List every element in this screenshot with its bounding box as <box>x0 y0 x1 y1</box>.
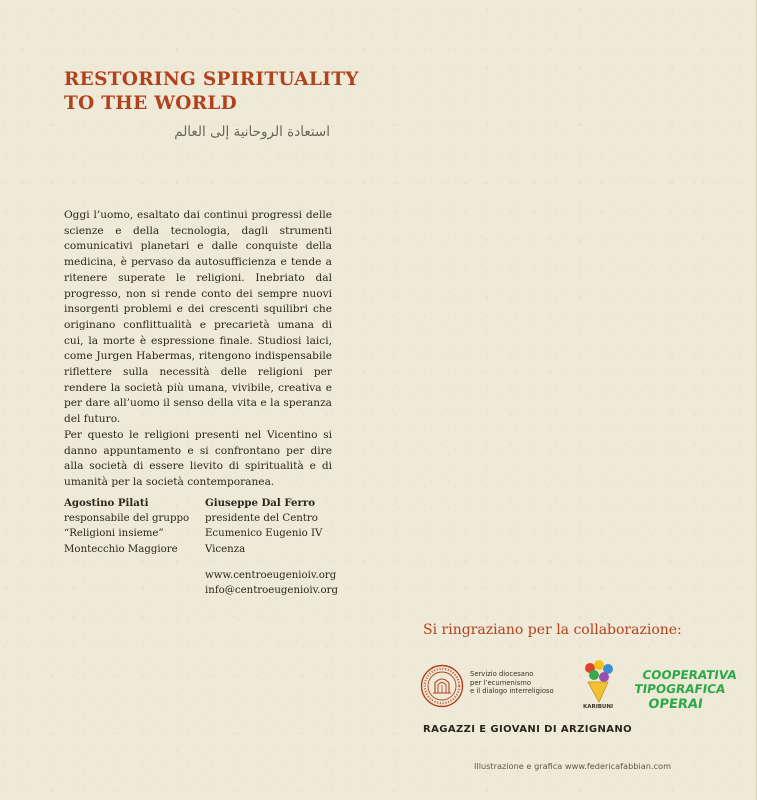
email-link[interactable]: info@centroeugenioiv.org <box>205 585 338 597</box>
title-line-1: RESTORING SPIRITUALITY <box>64 69 359 90</box>
coop-line-1: COOPERATIVA <box>641 668 738 682</box>
coop-line-2: TIPOGRAFICA <box>633 682 727 696</box>
body-paragraph-2: Per questo le religioni presenti nel Vicentino si danno appuntamento e si confrontano per dire alla società di essere lievito di spiritualità e di umanità per la società contemporanea. <box>64 428 332 488</box>
ecumenism-seal-logo <box>420 664 464 708</box>
signature-role: responsabile del gruppo <box>64 513 190 525</box>
cooperativa-tipografica-logo <box>630 664 738 714</box>
signature-dal-ferro <box>205 496 345 557</box>
seal-text-line: Servizio diocesano <box>470 670 534 678</box>
body-paragraph-1: Oggi l’uomo, esaltato dai continui progressi delle scienze e della tecnologia, dagli strumenti comunicativi planetari e dalle conquiste della medicina, è pervaso da autosufficienza e tende a ritenere superate le religioni. Inebriato dal progresso, non si rende conto dei sempre nuovi insorgenti problemi e dei crescenti squilibri che originano conflittualità e precarietà umana di cui, la morte è espressione finale. Studiosi laici, come Jurgen Habermas, ritengono indispensabile riflettere sulla necessità delle religioni per rendere la società più umana, vivibile, creativa e per dare all’uomo il senso della vita e la speranza del futuro. <box>64 209 332 426</box>
signature-name: Giuseppe Dal Ferro <box>205 497 316 509</box>
signature-group: “Religioni insieme” <box>64 528 164 540</box>
page-title <box>64 68 359 116</box>
signature-place: Montecchio Maggiore <box>64 543 178 555</box>
title-line-2: TO THE WORLD <box>64 93 238 114</box>
body-text <box>64 208 332 491</box>
signature-pilati <box>64 496 199 557</box>
illustration-credit: Illustrazione e grafica www.federicafabbian.com <box>474 761 672 771</box>
contacts <box>205 568 338 598</box>
website-link[interactable]: www.centroeugenioiv.org <box>205 570 337 581</box>
ecumenism-service-text <box>470 670 554 696</box>
signature-place: Vicenza <box>205 543 246 555</box>
ragazzi-giovani-arzignano: RAGAZZI E GIOVANI DI ARZIGNANO <box>423 724 633 735</box>
coop-line-3: OPERAI <box>647 697 704 712</box>
signature-role: presidente del Centro <box>205 513 318 525</box>
arabic-subtitle: استعادة الروحانية إلى العالم <box>174 124 330 140</box>
signature-group: Ecumenico Eugenio IV <box>205 528 323 540</box>
seal-text-line: e il dialogo interreligioso <box>470 687 554 695</box>
karibuni-label: KARIBUNI <box>582 704 614 710</box>
thanks-heading: Si ringraziano per la collaborazione: <box>423 622 682 638</box>
karibuni-logo <box>578 658 618 710</box>
seal-text-line: per l’ecumenismo <box>470 678 532 687</box>
signature-name: Agostino Pilati <box>64 497 149 509</box>
